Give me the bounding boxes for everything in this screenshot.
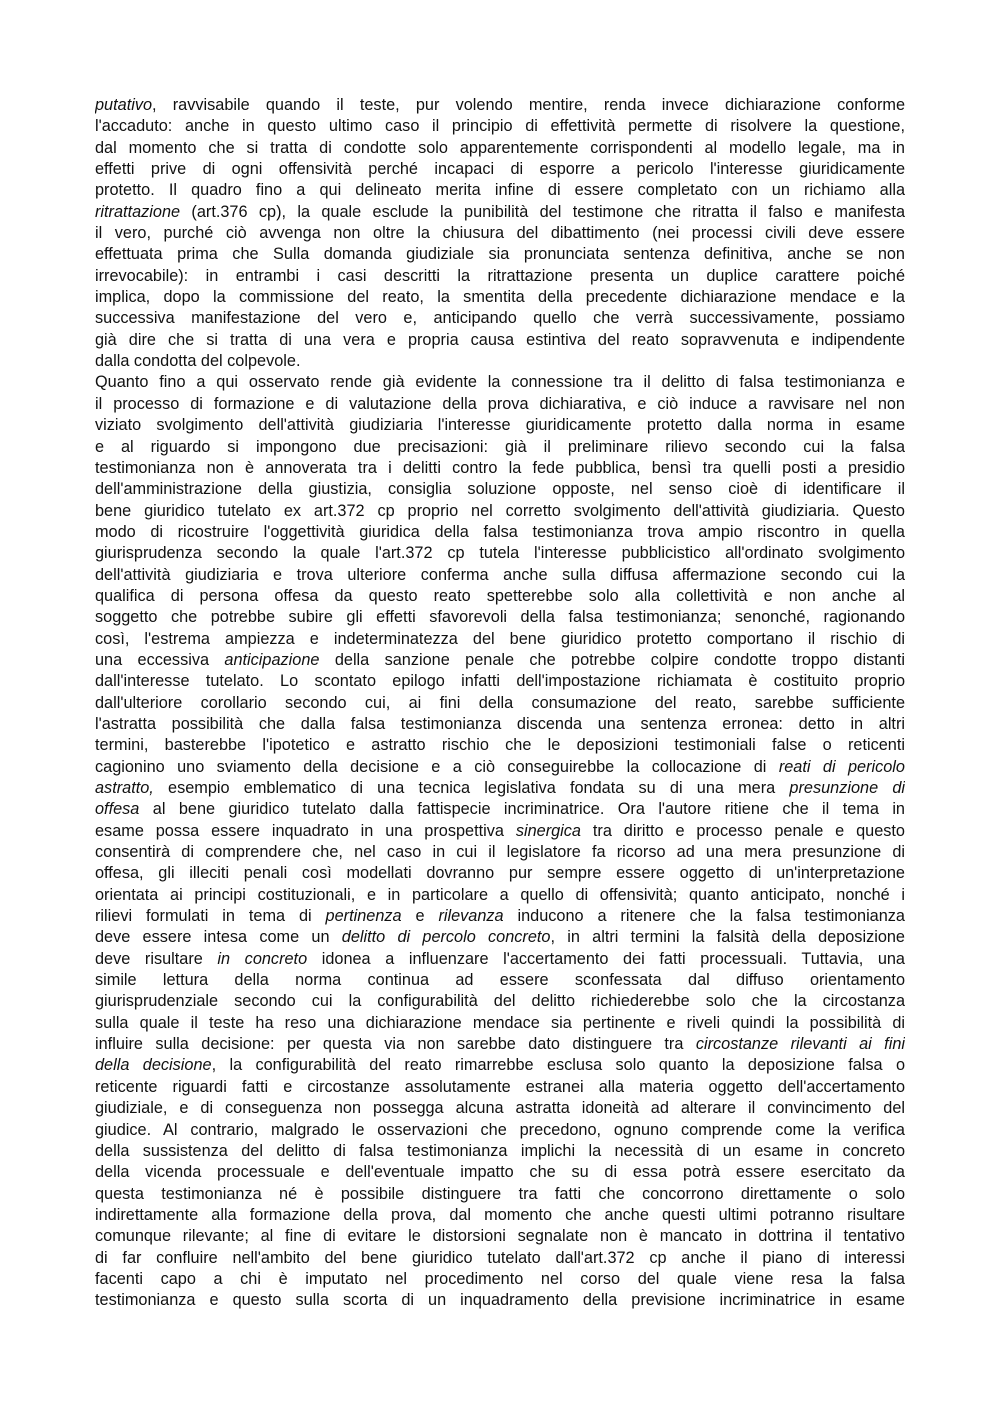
italic-text: anticipazione [224, 650, 320, 669]
italic-text: in concreto [217, 949, 308, 968]
text-segment: reticente riguardi fatti e circostanze assolutamente estranei alla materia oggetto dell'accertamento [95, 1077, 905, 1096]
text-segment: della vicenda processuale e dell'eventuale impatto che su di essa potrà essere esercitato da [95, 1163, 905, 1182]
text-segment: della sanzione penale che potrebbe colpire condotte troppo distanti [319, 650, 905, 669]
text-line [95, 757, 905, 778]
text-line [95, 714, 905, 735]
text-segment: dal momento che si tratta di condotte solo apparentemente corrispondenti al modello legale, ma in [95, 138, 905, 157]
text-segment: giudiziale, e di conseguenza non possegga alcuna astratta idoneità ad alterare il convincimento del [95, 1099, 905, 1118]
italic-text: sinergica [515, 821, 581, 840]
text-segment: questa testimonianza né è possibile distinguere tra fatti che concorrono direttamente o solo [95, 1184, 905, 1203]
text-line [95, 693, 905, 714]
text-line [95, 1098, 905, 1119]
text-segment: rilievi formulati in tema di [95, 907, 326, 926]
text-segment: giurisprudenza secondo la quale l'art.372 cp tutela l'interesse pubblicistico all'ordinato svolgimento [95, 544, 905, 563]
italic-text: reati di pericolo [778, 757, 905, 776]
text-line [95, 415, 905, 436]
text-line [95, 629, 905, 650]
text-line [95, 970, 905, 991]
text-line [95, 1290, 905, 1311]
text-line [95, 1141, 905, 1162]
text-line [95, 1226, 905, 1247]
text-line [95, 1205, 905, 1226]
text-segment: deve essere intesa come un [95, 928, 342, 947]
text-segment: indirettamente alla formazione della prova, dal momento che anche questi ultimi potranno risultare [95, 1205, 905, 1224]
text-line [95, 863, 905, 884]
text-segment: già dire che si tratta di una vera e propria causa estintiva del reato sopravvenuta e indipendente [95, 330, 905, 349]
text-segment: al bene giuridico tutelato dalla fattispecie incriminatrice. Ora l'autore ritiene che il tema in [139, 800, 905, 819]
text-line [95, 1248, 905, 1269]
text-line [95, 1162, 905, 1183]
text-segment: tra diritto e processo penale e questo [581, 821, 905, 840]
text-line [95, 458, 905, 479]
italic-text: astratto, [95, 779, 154, 797]
text-segment: dall'interesse tutelato. Lo scontato epilogo infatti dell'impostazione richiamata è costituito proprio [95, 672, 905, 691]
text-line [95, 842, 905, 863]
text-segment: e [401, 907, 439, 926]
text-line [95, 522, 905, 543]
text-segment: dell'amministrazione della giustizia, consiglia soluzione opposte, nel senso cioè di identificare il [95, 480, 905, 499]
text-line [95, 949, 905, 970]
text-line [95, 671, 905, 692]
text-line [95, 372, 905, 393]
text-segment: deve risultare [95, 949, 218, 968]
text-segment: inducono a ritenere che la falsa testimonianza [503, 907, 905, 926]
text-line [95, 1077, 905, 1098]
text-segment: giurisprudenziale secondo cui la configurabilità del delitto richiederebbe solo che la circostanza [95, 992, 905, 1011]
text-line [95, 351, 905, 372]
text-segment: irrevocabile): in entrambi i casi descritti la ritrattazione presenta un duplice carattere poiché [95, 266, 905, 285]
text-line [95, 821, 905, 842]
text-segment: l'astratta possibilità che dalla falsa testimonianza discenda una sentenza erronea: detto in altri [95, 714, 905, 733]
text-segment: qualifica di persona offesa da questo reato spetterebbe solo alla collettività e non anche al [95, 586, 905, 605]
text-line [95, 1120, 905, 1141]
italic-text: rilevanza [438, 907, 504, 926]
italic-text: ritrattazione [95, 202, 181, 221]
text-segment: giudice. Al contrario, malgrado le osservazioni che precedono, ognuno comprende come la verifica [95, 1120, 905, 1139]
text-line [95, 1055, 905, 1076]
text-line [95, 437, 905, 458]
italic-text: presunzione di [789, 779, 905, 797]
text-segment: dall'ulteriore corollario secondo cui, ai fini della consumazione del reato, sarebbe sufficiente [95, 693, 905, 712]
text-line [95, 735, 905, 756]
text-segment: il vero, purché ciò avvenga non oltre la chiusura del dibattimento (nei processi civili deve essere [95, 224, 905, 243]
text-line [95, 543, 905, 564]
text-line [95, 223, 905, 244]
text-segment: una eccessiva [95, 650, 225, 669]
text-segment: di far confluire nell'ambito del bene giuridico tutelato dall'art.372 cp anche il piano di interessi [95, 1248, 905, 1267]
text-line [95, 394, 905, 415]
text-line [95, 116, 905, 137]
text-segment: il processo di formazione e di valutazione della prova dichiarativa, e ciò induce a ravvisare nel non [95, 394, 905, 413]
text-segment: facenti capo a chi è imputato nel procedimento nel corso del quale viene resa la falsa [95, 1269, 905, 1288]
text-line [95, 565, 905, 586]
text-line [95, 906, 905, 927]
body-text [95, 95, 905, 1312]
text-line [95, 138, 905, 159]
text-segment: esame possa essere inquadrato in una prospettiva [95, 821, 516, 840]
text-segment: esempio emblematico di una tecnica legislativa fondata su di una mera [153, 779, 790, 797]
text-segment: effetti prive di ogni offensività perché incapaci di esporre a pericolo l'interesse giuridicamente [95, 160, 905, 179]
text-segment: bene giuridico tutelato ex art.372 cp proprio nel corretto svolgimento dell'attività giudiziaria. Questo [95, 501, 905, 520]
text-segment: (art.376 cp), la quale esclude la punibilità del testimone che ritratta il falso e manifesta [180, 202, 905, 221]
text-segment: dell'attività giudiziaria e trova ulteriore conferma anche sulla diffusa affermazione secondo cui la [95, 565, 905, 584]
text-line [95, 1269, 905, 1290]
text-segment: termini, basterebbe l'ipotetico e astratto rischio che le deposizioni testimoniali false o reticenti [95, 736, 905, 755]
text-line [95, 287, 905, 308]
text-line [95, 778, 905, 799]
text-segment: offesa, gli illeciti penali così modellati dovranno pur sempre essere oggetto di un'interpretazione [95, 864, 905, 883]
text-segment: modo di ricostruire l'oggettività giuridica della falsa testimonianza trova ampio riscontro in quella [95, 522, 905, 541]
text-segment: influire sulla decisione: per questa via non sarebbe dato distinguere tra [95, 1035, 696, 1054]
text-segment: implica, dopo la commissione del reato, la smentita della precedente dichiarazione mendace e la [95, 288, 905, 307]
text-line [95, 330, 905, 351]
text-line [95, 1013, 905, 1034]
text-line [95, 266, 905, 287]
text-line [95, 650, 905, 671]
text-segment: , in altri termini la falsità della deposizione [550, 928, 905, 947]
text-line [95, 927, 905, 948]
text-line [95, 885, 905, 906]
text-segment: testimonianza non è annoverata tra i delitti contro la fede pubblica, bensì tra quelli posti a presidio [95, 458, 905, 477]
text-line [95, 501, 905, 522]
text-segment: sulla quale il teste ha reso una dichiarazione mendace sia pertinente e riveli quindi la possibilità di [95, 1013, 905, 1032]
text-segment: , ravvisabile quando il teste, pur volendo mentire, renda invece dichiarazione conforme [152, 96, 905, 114]
text-segment: protetto. Il quadro fino a qui delineato merita infine di essere completato con un richiamo alla [95, 181, 905, 200]
text-segment: dalla condotta del colpevole. [95, 352, 301, 371]
text-segment: così, l'estrema ampiezza e indeterminatezza del bene giuridico protetto comportano il rischio di [95, 629, 905, 648]
text-line [95, 244, 905, 265]
text-segment: , la configurabilità del reato rimarrebbe esclusa solo quanto la deposizione falsa o [211, 1056, 905, 1075]
text-line [95, 159, 905, 180]
text-segment: effettuata prima che Sulla domanda giudiziale sia pronunciata sentenza definitiva, anche se non [95, 245, 905, 264]
italic-text: circostanze rilevanti ai fini [695, 1035, 905, 1054]
text-segment: della sussistenza del delitto di falsa testimonianza implichi la necessità di un esame in concreto [95, 1141, 905, 1160]
text-segment: Quanto fino a qui osservato rende già evidente la connessione tra il delitto di falsa testimonianza e [95, 373, 905, 392]
text-line [95, 479, 905, 500]
text-segment: comunque rilevante; al fine di evitare le distorsioni segnalate non è mancato in dottrina il tentativo [95, 1227, 905, 1246]
text-line [95, 586, 905, 607]
text-segment: viziato svolgimento dell'attività giudiziaria l'interesse giuridicamente protetto dalla norma in esame [95, 416, 905, 435]
text-line [95, 202, 905, 223]
text-line [95, 180, 905, 201]
text-segment: consentirà di comprendere che, nel caso in cui il legislatore fa ricorso ad una mera presunzione di [95, 843, 905, 862]
text-segment: idonea a influenzare l'accertamento dei fatti processuali. Tuttavia, una [307, 949, 905, 968]
italic-text: delitto di percolo concreto [341, 928, 551, 947]
italic-text: pertinenza [325, 907, 402, 926]
text-segment: l'accaduto: anche in questo ultimo caso il principio di effettività permette di risolvere la questione, [95, 117, 905, 136]
document-page [95, 95, 905, 1312]
text-segment: orientata ai principi costituzionali, e in particolare a quello di offensività; quanto anticipato, nonché i [95, 885, 905, 904]
text-line [95, 607, 905, 628]
text-line [95, 95, 905, 116]
text-segment: e al riguardo si impongono due precisazioni: già il preliminare rilievo secondo cui la falsa [95, 437, 905, 456]
text-segment: simile lettura della norma continua ad essere sconfessata dal diffuso orientamento [95, 971, 905, 990]
text-segment: soggetto che potrebbe subire gli effetti sfavorevoli della falsa testimonianza; senonché, ragionando [95, 608, 905, 627]
text-segment: successiva manifestazione del vero e, anticipando quello che verrà successivamente, possiamo [95, 309, 905, 328]
italic-text: della decisione [95, 1056, 212, 1075]
text-segment: testimonianza e questo sulla scorta di un inquadramento della previsione incriminatrice in esame [95, 1291, 905, 1310]
text-line [95, 1184, 905, 1205]
text-line [95, 991, 905, 1012]
italic-text: putativo [95, 96, 153, 114]
text-line [95, 1034, 905, 1055]
text-line [95, 799, 905, 820]
italic-text: offesa [95, 800, 140, 819]
text-segment: cagionino uno sviamento della decisione e a ciò conseguirebbe la collocazione di [95, 757, 779, 776]
text-line [95, 308, 905, 329]
